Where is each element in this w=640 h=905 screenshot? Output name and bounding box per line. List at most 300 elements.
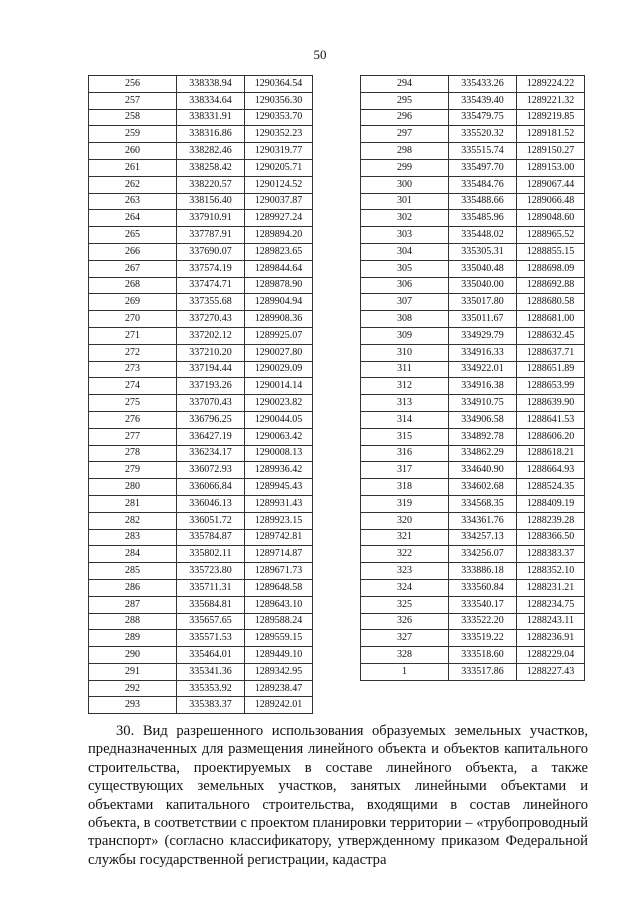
- table-row: [361, 613, 585, 630]
- point-number-cell: 290: [89, 647, 177, 664]
- x-coordinate-cell: 335479.75: [449, 109, 517, 126]
- x-coordinate-cell: 336051.72: [177, 512, 245, 529]
- y-coordinate-cell: 1290014.14: [245, 378, 313, 395]
- table-row: [361, 361, 585, 378]
- x-coordinate-cell: 333518.60: [449, 647, 517, 664]
- x-coordinate-cell: 333886.18: [449, 563, 517, 580]
- point-number-cell: 303: [361, 227, 449, 244]
- table-row: [89, 479, 313, 496]
- table-row: [361, 579, 585, 596]
- y-coordinate-cell: 1290063.42: [245, 428, 313, 445]
- point-number-cell: 1: [361, 663, 449, 680]
- x-coordinate-cell: 335488.66: [449, 193, 517, 210]
- y-coordinate-cell: 1289931.43: [245, 495, 313, 512]
- point-number-cell: 298: [361, 143, 449, 160]
- point-number-cell: 306: [361, 277, 449, 294]
- point-number-cell: 311: [361, 361, 449, 378]
- x-coordinate-cell: 335657.65: [177, 613, 245, 630]
- table-row: [89, 227, 313, 244]
- x-coordinate-cell: 337194.44: [177, 361, 245, 378]
- point-number-cell: 269: [89, 294, 177, 311]
- y-coordinate-cell: 1289643.10: [245, 596, 313, 613]
- point-number-cell: 274: [89, 378, 177, 395]
- y-coordinate-cell: 1289648.58: [245, 579, 313, 596]
- point-number-cell: 287: [89, 596, 177, 613]
- y-coordinate-cell: 1288639.90: [517, 395, 585, 412]
- x-coordinate-cell: 337070.43: [177, 395, 245, 412]
- y-coordinate-cell: 1289242.01: [245, 697, 313, 714]
- x-coordinate-cell: 338331.91: [177, 109, 245, 126]
- x-coordinate-cell: 334256.07: [449, 546, 517, 563]
- table-row: [361, 76, 585, 93]
- y-coordinate-cell: 1288366.50: [517, 529, 585, 546]
- y-coordinate-cell: 1288855.15: [517, 243, 585, 260]
- point-number-cell: 324: [361, 579, 449, 596]
- table-row: [89, 193, 313, 210]
- x-coordinate-cell: 338334.64: [177, 92, 245, 109]
- coordinates-table-right: [360, 75, 585, 681]
- x-coordinate-cell: 337202.12: [177, 327, 245, 344]
- y-coordinate-cell: 1290319.77: [245, 143, 313, 160]
- table-row: [89, 176, 313, 193]
- y-coordinate-cell: 1288680.58: [517, 294, 585, 311]
- point-number-cell: 312: [361, 378, 449, 395]
- y-coordinate-cell: 1288698.09: [517, 260, 585, 277]
- y-coordinate-cell: 1288239.28: [517, 512, 585, 529]
- point-number-cell: 323: [361, 563, 449, 580]
- point-number-cell: 319: [361, 495, 449, 512]
- y-coordinate-cell: 1289714.87: [245, 546, 313, 563]
- y-coordinate-cell: 1290008.13: [245, 445, 313, 462]
- point-number-cell: 291: [89, 663, 177, 680]
- x-coordinate-cell: 335011.67: [449, 311, 517, 328]
- y-coordinate-cell: 1289048.60: [517, 210, 585, 227]
- point-number-cell: 277: [89, 428, 177, 445]
- y-coordinate-cell: 1290356.30: [245, 92, 313, 109]
- table-row: [361, 512, 585, 529]
- point-number-cell: 322: [361, 546, 449, 563]
- x-coordinate-cell: 337574.19: [177, 260, 245, 277]
- point-number-cell: 275: [89, 395, 177, 412]
- table-row: [89, 613, 313, 630]
- table-row: [361, 143, 585, 160]
- y-coordinate-cell: 1288231.21: [517, 579, 585, 596]
- point-number-cell: 320: [361, 512, 449, 529]
- y-coordinate-cell: 1288965.52: [517, 227, 585, 244]
- table-row: [361, 663, 585, 680]
- point-number-cell: 262: [89, 176, 177, 193]
- y-coordinate-cell: 1289238.47: [245, 680, 313, 697]
- table-row: [89, 143, 313, 160]
- table-row: [89, 92, 313, 109]
- point-number-cell: 284: [89, 546, 177, 563]
- x-coordinate-cell: 335305.31: [449, 243, 517, 260]
- point-number-cell: 313: [361, 395, 449, 412]
- table-row: [361, 277, 585, 294]
- point-number-cell: 258: [89, 109, 177, 126]
- point-number-cell: 282: [89, 512, 177, 529]
- x-coordinate-cell: 334922.01: [449, 361, 517, 378]
- x-coordinate-cell: 335484.76: [449, 176, 517, 193]
- point-number-cell: 266: [89, 243, 177, 260]
- table-row: [89, 546, 313, 563]
- point-number-cell: 294: [361, 76, 449, 93]
- x-coordinate-cell: 335353.92: [177, 680, 245, 697]
- table-row: [361, 159, 585, 176]
- point-number-cell: 296: [361, 109, 449, 126]
- table-row: [361, 647, 585, 664]
- table-row: [89, 277, 313, 294]
- table-row: [361, 311, 585, 328]
- page-number: 50: [313, 47, 327, 62]
- y-coordinate-cell: 1289908.36: [245, 311, 313, 328]
- point-number-cell: 261: [89, 159, 177, 176]
- x-coordinate-cell: 338316.86: [177, 126, 245, 143]
- table-row: [89, 428, 313, 445]
- table-row: [361, 378, 585, 395]
- point-number-cell: 307: [361, 294, 449, 311]
- y-coordinate-cell: 1289181.52: [517, 126, 585, 143]
- y-coordinate-cell: 1290124.52: [245, 176, 313, 193]
- table-row: [361, 260, 585, 277]
- y-coordinate-cell: 1289844.64: [245, 260, 313, 277]
- point-number-cell: 268: [89, 277, 177, 294]
- y-coordinate-cell: 1288236.91: [517, 630, 585, 647]
- point-number-cell: 315: [361, 428, 449, 445]
- table-row: [89, 462, 313, 479]
- x-coordinate-cell: 335383.37: [177, 697, 245, 714]
- table-row: [89, 663, 313, 680]
- point-number-cell: 301: [361, 193, 449, 210]
- x-coordinate-cell: 338220.57: [177, 176, 245, 193]
- y-coordinate-cell: 1288409.19: [517, 495, 585, 512]
- point-number-cell: 257: [89, 92, 177, 109]
- y-coordinate-cell: 1289936.42: [245, 462, 313, 479]
- x-coordinate-cell: 334640.90: [449, 462, 517, 479]
- x-coordinate-cell: 338156.40: [177, 193, 245, 210]
- y-coordinate-cell: 1288383.37: [517, 546, 585, 563]
- point-number-cell: 270: [89, 311, 177, 328]
- x-coordinate-cell: 337193.26: [177, 378, 245, 395]
- x-coordinate-cell: 335017.80: [449, 294, 517, 311]
- x-coordinate-cell: 337355.68: [177, 294, 245, 311]
- x-coordinate-cell: 335711.31: [177, 579, 245, 596]
- y-coordinate-cell: 1288234.75: [517, 596, 585, 613]
- point-number-cell: 272: [89, 344, 177, 361]
- y-coordinate-cell: 1289878.90: [245, 277, 313, 294]
- point-number-cell: 264: [89, 210, 177, 227]
- table-row: [89, 579, 313, 596]
- y-coordinate-cell: 1288664.93: [517, 462, 585, 479]
- y-coordinate-cell: 1290364.54: [245, 76, 313, 93]
- x-coordinate-cell: 336072.93: [177, 462, 245, 479]
- y-coordinate-cell: 1289671.73: [245, 563, 313, 580]
- y-coordinate-cell: 1288651.89: [517, 361, 585, 378]
- point-number-cell: 271: [89, 327, 177, 344]
- table-row: [89, 109, 313, 126]
- y-coordinate-cell: 1289923.15: [245, 512, 313, 529]
- y-coordinate-cell: 1289894.20: [245, 227, 313, 244]
- point-number-cell: 318: [361, 479, 449, 496]
- x-coordinate-cell: 333560.84: [449, 579, 517, 596]
- table-row: [89, 260, 313, 277]
- x-coordinate-cell: 335571.53: [177, 630, 245, 647]
- point-number-cell: 326: [361, 613, 449, 630]
- x-coordinate-cell: 335802.11: [177, 546, 245, 563]
- table-row: [361, 344, 585, 361]
- x-coordinate-cell: 334862.29: [449, 445, 517, 462]
- point-number-cell: 308: [361, 311, 449, 328]
- table-row: [89, 311, 313, 328]
- x-coordinate-cell: 333540.17: [449, 596, 517, 613]
- table-row: [89, 495, 313, 512]
- point-number-cell: 260: [89, 143, 177, 160]
- point-number-cell: 265: [89, 227, 177, 244]
- table-row: [361, 479, 585, 496]
- table-row: [361, 445, 585, 462]
- y-coordinate-cell: 1289066.48: [517, 193, 585, 210]
- x-coordinate-cell: 337210.20: [177, 344, 245, 361]
- y-coordinate-cell: 1288606.20: [517, 428, 585, 445]
- point-number-cell: 256: [89, 76, 177, 93]
- table-row: [361, 176, 585, 193]
- table-row: [89, 529, 313, 546]
- y-coordinate-cell: 1289927.24: [245, 210, 313, 227]
- x-coordinate-cell: 335040.00: [449, 277, 517, 294]
- point-number-cell: 310: [361, 344, 449, 361]
- y-coordinate-cell: 1289925.07: [245, 327, 313, 344]
- x-coordinate-cell: 335341.36: [177, 663, 245, 680]
- y-coordinate-cell: 1288637.71: [517, 344, 585, 361]
- table-row: [89, 630, 313, 647]
- point-number-cell: 273: [89, 361, 177, 378]
- coordinates-table-right-body: [361, 76, 585, 681]
- x-coordinate-cell: 335684.81: [177, 596, 245, 613]
- x-coordinate-cell: 334602.68: [449, 479, 517, 496]
- table-row: [361, 193, 585, 210]
- x-coordinate-cell: 334916.38: [449, 378, 517, 395]
- table-row: [361, 630, 585, 647]
- point-number-cell: 309: [361, 327, 449, 344]
- table-row: [361, 294, 585, 311]
- point-number-cell: 297: [361, 126, 449, 143]
- table-row: [89, 126, 313, 143]
- point-number-cell: 314: [361, 411, 449, 428]
- coordinates-table-left: [88, 75, 313, 714]
- table-row: [89, 512, 313, 529]
- y-coordinate-cell: 1290029.09: [245, 361, 313, 378]
- y-coordinate-cell: 1290027.80: [245, 344, 313, 361]
- y-coordinate-cell: 1290353.70: [245, 109, 313, 126]
- y-coordinate-cell: 1288653.99: [517, 378, 585, 395]
- y-coordinate-cell: 1289221.32: [517, 92, 585, 109]
- y-coordinate-cell: 1290037.87: [245, 193, 313, 210]
- table-row: [361, 210, 585, 227]
- table-row: [361, 92, 585, 109]
- body-paragraph: 30. Вид разрешенного использования образуемых земельных участков, предназначенных для размещения линейного объекта и объектов капитального строительства, проектируемых в составе линейного объекта, а также существующих земельных участков, занятых линейными объектами и объектами капитального строительства, входящими в состав линейного объекта, в соответствии с проектом планировки территории – «трубопроводный транспорт» (согласно классификатору, утвержденному приказом Федеральной службы государственной регистрации, кадастра: [88, 723, 588, 868]
- point-number-cell: 286: [89, 579, 177, 596]
- y-coordinate-cell: 1289823.65: [245, 243, 313, 260]
- x-coordinate-cell: 336796.25: [177, 411, 245, 428]
- table-row: [89, 361, 313, 378]
- point-number-cell: 259: [89, 126, 177, 143]
- x-coordinate-cell: 335723.80: [177, 563, 245, 580]
- table-row: [361, 529, 585, 546]
- table-row: [89, 445, 313, 462]
- x-coordinate-cell: 333517.86: [449, 663, 517, 680]
- x-coordinate-cell: 334568.35: [449, 495, 517, 512]
- point-number-cell: 279: [89, 462, 177, 479]
- y-coordinate-cell: 1290023.82: [245, 395, 313, 412]
- x-coordinate-cell: 334929.79: [449, 327, 517, 344]
- y-coordinate-cell: 1288641.53: [517, 411, 585, 428]
- y-coordinate-cell: 1289904.94: [245, 294, 313, 311]
- table-row: [361, 462, 585, 479]
- y-coordinate-cell: 1288692.88: [517, 277, 585, 294]
- y-coordinate-cell: 1288352.10: [517, 563, 585, 580]
- x-coordinate-cell: 335040.48: [449, 260, 517, 277]
- x-coordinate-cell: 335439.40: [449, 92, 517, 109]
- table-row: [361, 596, 585, 613]
- table-row: [361, 395, 585, 412]
- point-number-cell: 300: [361, 176, 449, 193]
- point-number-cell: 289: [89, 630, 177, 647]
- point-number-cell: 325: [361, 596, 449, 613]
- x-coordinate-cell: 336427.19: [177, 428, 245, 445]
- point-number-cell: 267: [89, 260, 177, 277]
- point-number-cell: 327: [361, 630, 449, 647]
- x-coordinate-cell: 334910.75: [449, 395, 517, 412]
- y-coordinate-cell: 1288618.21: [517, 445, 585, 462]
- table-row: [89, 344, 313, 361]
- y-coordinate-cell: 1290044.05: [245, 411, 313, 428]
- table-row: [89, 76, 313, 93]
- y-coordinate-cell: 1288227.43: [517, 663, 585, 680]
- y-coordinate-cell: 1288229.04: [517, 647, 585, 664]
- point-number-cell: 278: [89, 445, 177, 462]
- table-row: [89, 327, 313, 344]
- y-coordinate-cell: 1289219.85: [517, 109, 585, 126]
- x-coordinate-cell: 335448.02: [449, 227, 517, 244]
- x-coordinate-cell: 337474.71: [177, 277, 245, 294]
- table-row: [89, 210, 313, 227]
- y-coordinate-cell: 1289742.81: [245, 529, 313, 546]
- x-coordinate-cell: 333522.20: [449, 613, 517, 630]
- y-coordinate-cell: 1288524.35: [517, 479, 585, 496]
- x-coordinate-cell: 337787.91: [177, 227, 245, 244]
- y-coordinate-cell: 1289067.44: [517, 176, 585, 193]
- x-coordinate-cell: 337270.43: [177, 311, 245, 328]
- x-coordinate-cell: 336046.13: [177, 495, 245, 512]
- point-number-cell: 305: [361, 260, 449, 277]
- x-coordinate-cell: 338258.42: [177, 159, 245, 176]
- point-number-cell: 288: [89, 613, 177, 630]
- x-coordinate-cell: 334257.13: [449, 529, 517, 546]
- point-number-cell: 283: [89, 529, 177, 546]
- table-row: [89, 680, 313, 697]
- point-number-cell: 292: [89, 680, 177, 697]
- y-coordinate-cell: 1289559.15: [245, 630, 313, 647]
- y-coordinate-cell: 1289945.43: [245, 479, 313, 496]
- table-row: [89, 563, 313, 580]
- y-coordinate-cell: 1289588.24: [245, 613, 313, 630]
- coordinates-table-left-body: [89, 76, 313, 714]
- y-coordinate-cell: 1289342.95: [245, 663, 313, 680]
- x-coordinate-cell: 335433.26: [449, 76, 517, 93]
- table-row: [361, 227, 585, 244]
- point-number-cell: 276: [89, 411, 177, 428]
- point-number-cell: 304: [361, 243, 449, 260]
- x-coordinate-cell: 334892.78: [449, 428, 517, 445]
- y-coordinate-cell: 1289449.10: [245, 647, 313, 664]
- x-coordinate-cell: 337910.91: [177, 210, 245, 227]
- x-coordinate-cell: 335784.87: [177, 529, 245, 546]
- x-coordinate-cell: 334906.58: [449, 411, 517, 428]
- x-coordinate-cell: 336066.84: [177, 479, 245, 496]
- y-coordinate-cell: 1290205.71: [245, 159, 313, 176]
- x-coordinate-cell: 335515.74: [449, 143, 517, 160]
- table-row: [89, 395, 313, 412]
- point-number-cell: 328: [361, 647, 449, 664]
- point-number-cell: 316: [361, 445, 449, 462]
- point-number-cell: 321: [361, 529, 449, 546]
- point-number-cell: 293: [89, 697, 177, 714]
- y-coordinate-cell: 1290352.23: [245, 126, 313, 143]
- table-row: [361, 243, 585, 260]
- x-coordinate-cell: 333519.22: [449, 630, 517, 647]
- table-row: [89, 294, 313, 311]
- y-coordinate-cell: 1289224.22: [517, 76, 585, 93]
- x-coordinate-cell: 335485.96: [449, 210, 517, 227]
- x-coordinate-cell: 338338.94: [177, 76, 245, 93]
- point-number-cell: 281: [89, 495, 177, 512]
- point-number-cell: 285: [89, 563, 177, 580]
- table-row: [89, 647, 313, 664]
- point-number-cell: 302: [361, 210, 449, 227]
- table-row: [361, 428, 585, 445]
- point-number-cell: 295: [361, 92, 449, 109]
- table-row: [361, 411, 585, 428]
- x-coordinate-cell: 336234.17: [177, 445, 245, 462]
- x-coordinate-cell: 337690.07: [177, 243, 245, 260]
- y-coordinate-cell: 1289150.27: [517, 143, 585, 160]
- x-coordinate-cell: 334916.33: [449, 344, 517, 361]
- table-row: [361, 126, 585, 143]
- table-row: [89, 411, 313, 428]
- point-number-cell: 299: [361, 159, 449, 176]
- table-row: [361, 563, 585, 580]
- table-row: [89, 596, 313, 613]
- table-row: [89, 243, 313, 260]
- y-coordinate-cell: 1288632.45: [517, 327, 585, 344]
- point-number-cell: 280: [89, 479, 177, 496]
- table-row: [89, 159, 313, 176]
- x-coordinate-cell: 338282.46: [177, 143, 245, 160]
- point-number-cell: 317: [361, 462, 449, 479]
- point-number-cell: 263: [89, 193, 177, 210]
- x-coordinate-cell: 335520.32: [449, 126, 517, 143]
- x-coordinate-cell: 335497.70: [449, 159, 517, 176]
- table-row: [361, 495, 585, 512]
- table-row: [89, 697, 313, 714]
- table-row: [89, 378, 313, 395]
- y-coordinate-cell: 1288243.11: [517, 613, 585, 630]
- x-coordinate-cell: 335464.01: [177, 647, 245, 664]
- y-coordinate-cell: 1288681.00: [517, 311, 585, 328]
- table-row: [361, 546, 585, 563]
- x-coordinate-cell: 334361.76: [449, 512, 517, 529]
- y-coordinate-cell: 1289153.00: [517, 159, 585, 176]
